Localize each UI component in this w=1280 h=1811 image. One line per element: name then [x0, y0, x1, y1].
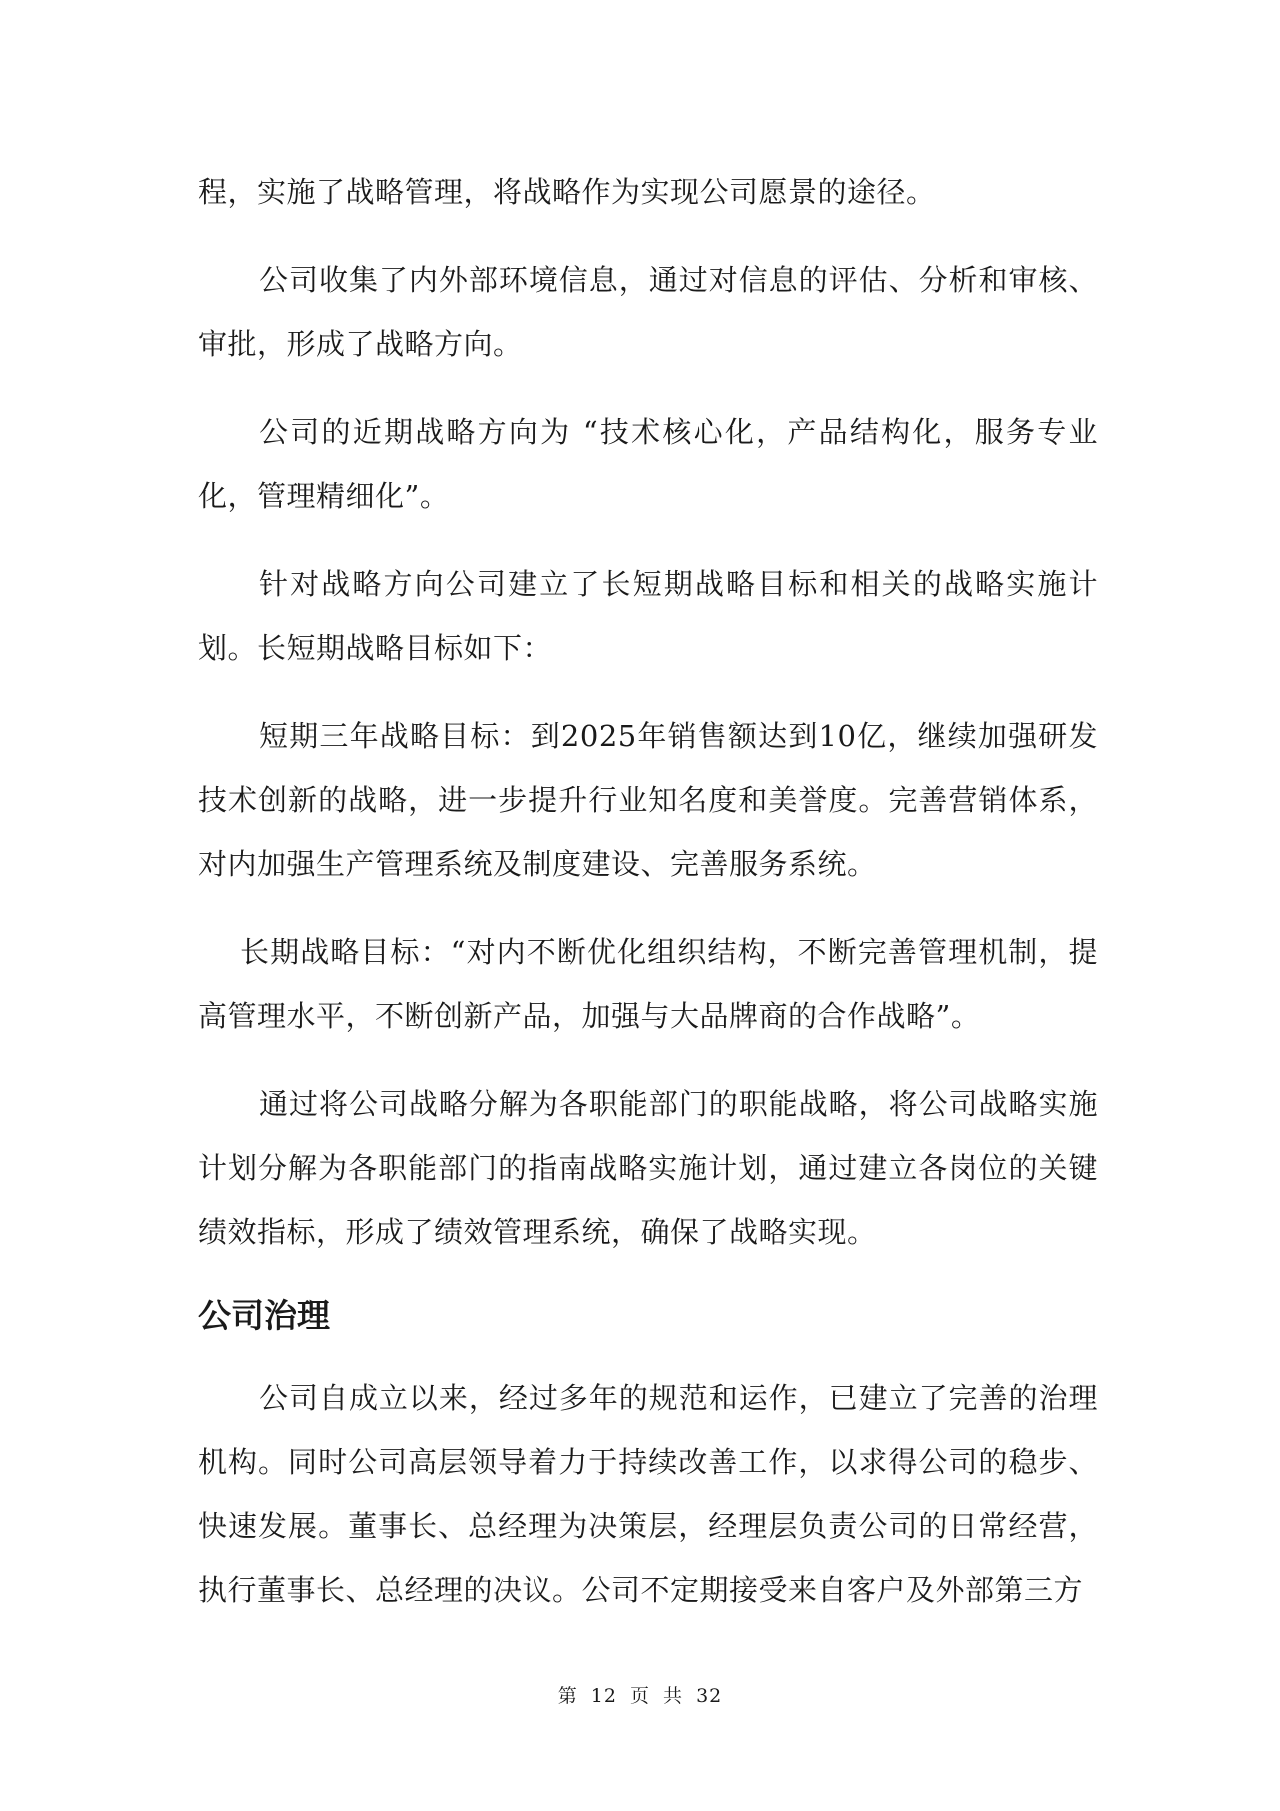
paragraph-strategy-decomposition: 通过将公司战略分解为各职能部门的职能战略，将公司战略实施计划分解为各职能部门的指南战略实施计划，通过建立各岗位的关键绩效指标，形成了绩效管理系统，确保了战略实现。	[198, 1087, 1098, 1249]
paragraph-environment-info: 公司收集了内外部环境信息，通过对信息的评估、分析和审核、审批，形成了战略方向。	[198, 263, 1098, 361]
paragraph-long-term-goals: 长期战略目标：“对内不断优化组织结构，不断完善管理机制，提高管理水平，不断创新产品，加强与大品牌商的合作战略”。	[198, 935, 1098, 1033]
page-content	[198, 160, 1098, 1646]
page-number-footer: 第 12 页 共 32	[557, 1685, 723, 1707]
paragraph-strategy-goals-intro: 针对战略方向公司建立了长短期战略目标和相关的战略实施计划。长短期战略目标如下：	[198, 567, 1098, 665]
paragraph-strategy-continuation: 程，实施了战略管理，将战略作为实现公司愿景的途径。	[198, 175, 936, 209]
paragraph-corporate-governance: 公司自成立以来，经过多年的规范和运作，已建立了完善的治理机构。同时公司高层领导着力于持续改善工作，以求得公司的稳步、快速发展。董事长、总经理为决策层，经理层负责公司的日常经营，执行董事长、总经理的决议。公司不定期接受来自客户及外部第三方	[198, 1381, 1098, 1607]
section-heading-corporate-governance: 公司治理	[198, 1296, 330, 1335]
paragraph-strategy-direction: 公司的近期战略方向为 “技术核心化，产品结构化，服务专业化，管理精细化”。	[198, 415, 1098, 513]
paragraph-short-term-goals: 短期三年战略目标：到2025年销售额达到10亿，继续加强研发技术创新的战略，进一步提升行业知名度和美誉度。完善营销体系，对内加强生产管理系统及制度建设、完善服务系统。	[198, 719, 1098, 881]
